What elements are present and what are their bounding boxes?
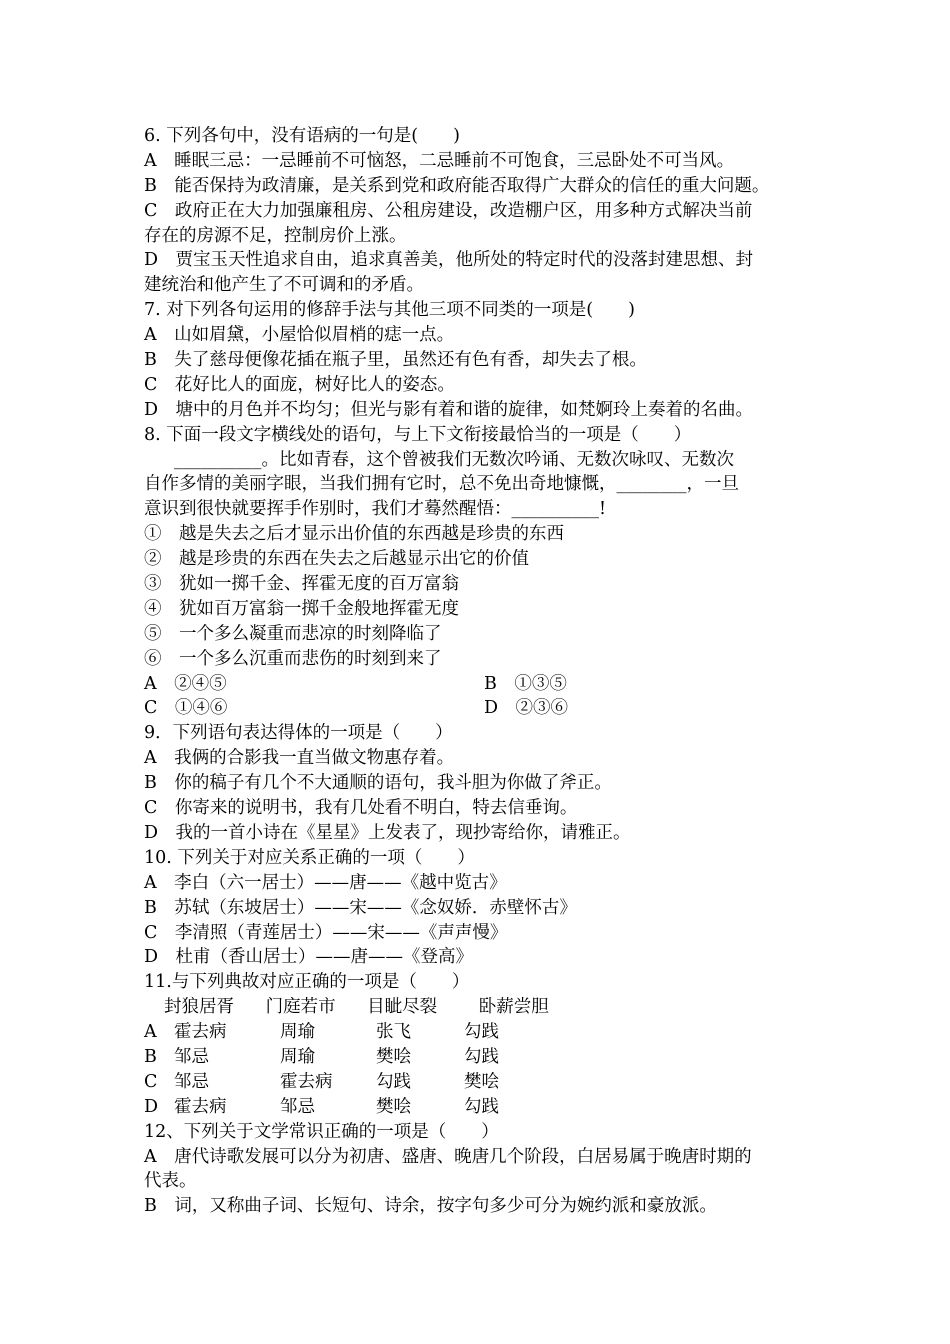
q7-option-a: A 山如眉黛，小屋恰似眉梢的痣一点。 (144, 325, 455, 346)
q11-row-label: B (144, 1046, 157, 1067)
q11-row-label: C (144, 1071, 158, 1092)
q11-stem: 11.与下列典故对应正确的一项是（ ） (144, 972, 470, 993)
q8-item-4: ④ 犹如百万富翁一掷千金般地挥霍无度 (144, 598, 459, 619)
q11-header-4: 卧薪尝胆 (478, 997, 549, 1018)
q12-option-a-line2: 代表。 (144, 1171, 197, 1192)
q6-option-a: A 睡眠三忌：一忌睡前不可恼怒，二忌睡前不可饱食，三忌卧处不可当风。 (144, 150, 735, 171)
q11-cell: 张飞 (376, 1022, 411, 1043)
q8-item-3: ③ 犹如一掷千金、挥霍无度的百万富翁 (144, 574, 459, 595)
question-content (144, 124, 824, 1219)
q10-option-d: D 杜甫（香山居士）——唐——《登高》 (144, 947, 474, 968)
q10-option-a: A 李白（六一居士）——唐——《越中览古》 (144, 872, 507, 893)
q11-row-d (144, 1095, 824, 1120)
q10-option-b: B 苏轼（东坡居士）——宋——《念奴娇．赤壁怀古》 (144, 897, 577, 918)
q11-cell: 樊哙 (464, 1071, 499, 1092)
q11-row-label: A (144, 1022, 157, 1043)
q8-item-5: ⑤ 一个多么凝重而悲凉的时刻降临了 (144, 623, 442, 644)
q11-cell: 邹忌 (174, 1046, 209, 1067)
q8-item-2: ② 越是珍贵的东西在失去之后越显示出它的价值 (144, 549, 529, 570)
q6-option-d-line2: 建统治和他产生了不可调和的矛盾。 (144, 275, 424, 296)
q6-option-c-line2: 存在的房源不足，控制房价上涨。 (144, 225, 407, 246)
q6-stem: 6. 下列各句中，没有语病的一句是( ) (144, 126, 460, 146)
q11-header-2: 门庭若市 (265, 997, 336, 1018)
q10-option-c: C 李清照（青莲居士）——宋——《声声慢》 (144, 922, 508, 943)
q11-header-3: 目眦尽裂 (367, 997, 438, 1018)
q11-row-label: D (144, 1096, 159, 1117)
q11-cell: 邹忌 (280, 1096, 315, 1117)
q11-cell: 周瑜 (280, 1022, 315, 1043)
q9-stem: 9．下列语句表达得体的一项是（ ） (144, 723, 453, 744)
q7-option-c: C 花好比人的面庞，树好比人的姿态。 (144, 374, 455, 395)
q11-header-row (144, 995, 824, 1020)
q8-item-6: ⑥ 一个多么沉重而悲伤的时刻到来了 (144, 648, 442, 669)
q10-stem: 10. 下列关于对应关系正确的一项（ ） (144, 847, 475, 868)
q7-stem: 7. 对下列各句运用的修辞手法与其他三项不同类的一项是( ) (144, 300, 635, 321)
q11-header-1: 封狼居胥 (164, 997, 234, 1018)
q11-cell: 樊哙 (376, 1096, 411, 1117)
q8-option-b: B ①③⑤ (484, 673, 567, 694)
q11-cell: 邹忌 (174, 1071, 209, 1092)
q12-stem: 12、下列关于文学常识正确的一项是（ ） (144, 1121, 499, 1142)
q11-cell: 勾践 (464, 1096, 499, 1117)
q9-option-a: A 我俩的合影我一直当做文物惠存着。 (144, 748, 455, 769)
q6-option-d-line1: D 贾宝玉天性追求自由，追求真善美，他所处的特定时代的没落封建思想、封 (144, 250, 754, 271)
q11-cell: 勾践 (464, 1022, 499, 1043)
q8-stem: 8. 下面一段文字横线处的语句，与上下文衔接最恰当的一项是（ ） (144, 424, 692, 445)
q7-option-b: B 失了慈母便像花插在瓶子里，虽然还有色有香，却失去了根。 (144, 350, 647, 371)
q12-option-a-line1: A 唐代诗歌发展可以分为初唐、盛唐、晚唐几个阶段，白居易属于晚唐时期的 (144, 1146, 752, 1167)
q11-row-c (144, 1070, 824, 1095)
q9-option-c: C 你寄来的说明书，我有几处看不明白，特去信垂询。 (144, 798, 578, 819)
q8-option-c: C ①④⑥ (144, 698, 228, 719)
q9-option-d: D 我的一首小诗在《星星》上发表了，现抄寄给你，请雅正。 (144, 822, 631, 843)
q11-cell: 樊哙 (376, 1046, 411, 1067)
q11-cell: 霍去病 (174, 1096, 227, 1117)
q11-cell: 勾践 (376, 1071, 411, 1092)
q8-item-1: ① 越是失去之后才显示出价值的东西越是珍贵的东西 (144, 524, 564, 545)
q8-passage-line2: 自作多情的美丽字眼，当我们拥有它时，总不免出奇地慷慨，________，一旦 (144, 474, 739, 495)
q11-cell: 勾践 (464, 1046, 499, 1067)
q8-passage-line3: 意识到很快就要挥手作别时，我们才蓦然醒悟：__________! (144, 499, 607, 520)
q11-cell: 周瑜 (280, 1046, 315, 1067)
q11-row-a (144, 1020, 824, 1045)
q11-cell: 霍去病 (280, 1071, 333, 1092)
q8-options-row1 (144, 672, 824, 697)
q12-option-b: B 词，又称曲子词、长短句、诗余，按字句多少可分为婉约派和豪放派。 (144, 1196, 717, 1217)
q6-option-b: B 能否保持为政清廉，是关系到党和政府能否取得广大群众的信任的重大问题。 (144, 175, 770, 196)
q8-option-d: D ②③⑥ (484, 698, 569, 719)
q11-cell: 霍去病 (174, 1022, 227, 1043)
q8-option-a: A ②④⑤ (144, 673, 227, 694)
q11-row-b (144, 1045, 824, 1070)
q9-option-b: B 你的稿子有几个不大通顺的语句，我斗胆为你做了斧正。 (144, 773, 612, 794)
q8-options-row2 (144, 696, 824, 721)
q6-option-c-line1: C 政府正在大力加强廉租房、公租房建设，改造棚户区，用多种方式解决当前 (144, 200, 753, 221)
q8-passage-line1: __________。比如青春，这个曾被我们无数次吟诵、无数次咏叹、无数次 (174, 449, 734, 470)
q7-option-d: D 塘中的月色并不均匀；但光与影有着和谐的旋律，如梵婀玲上奏着的名曲。 (144, 399, 754, 420)
